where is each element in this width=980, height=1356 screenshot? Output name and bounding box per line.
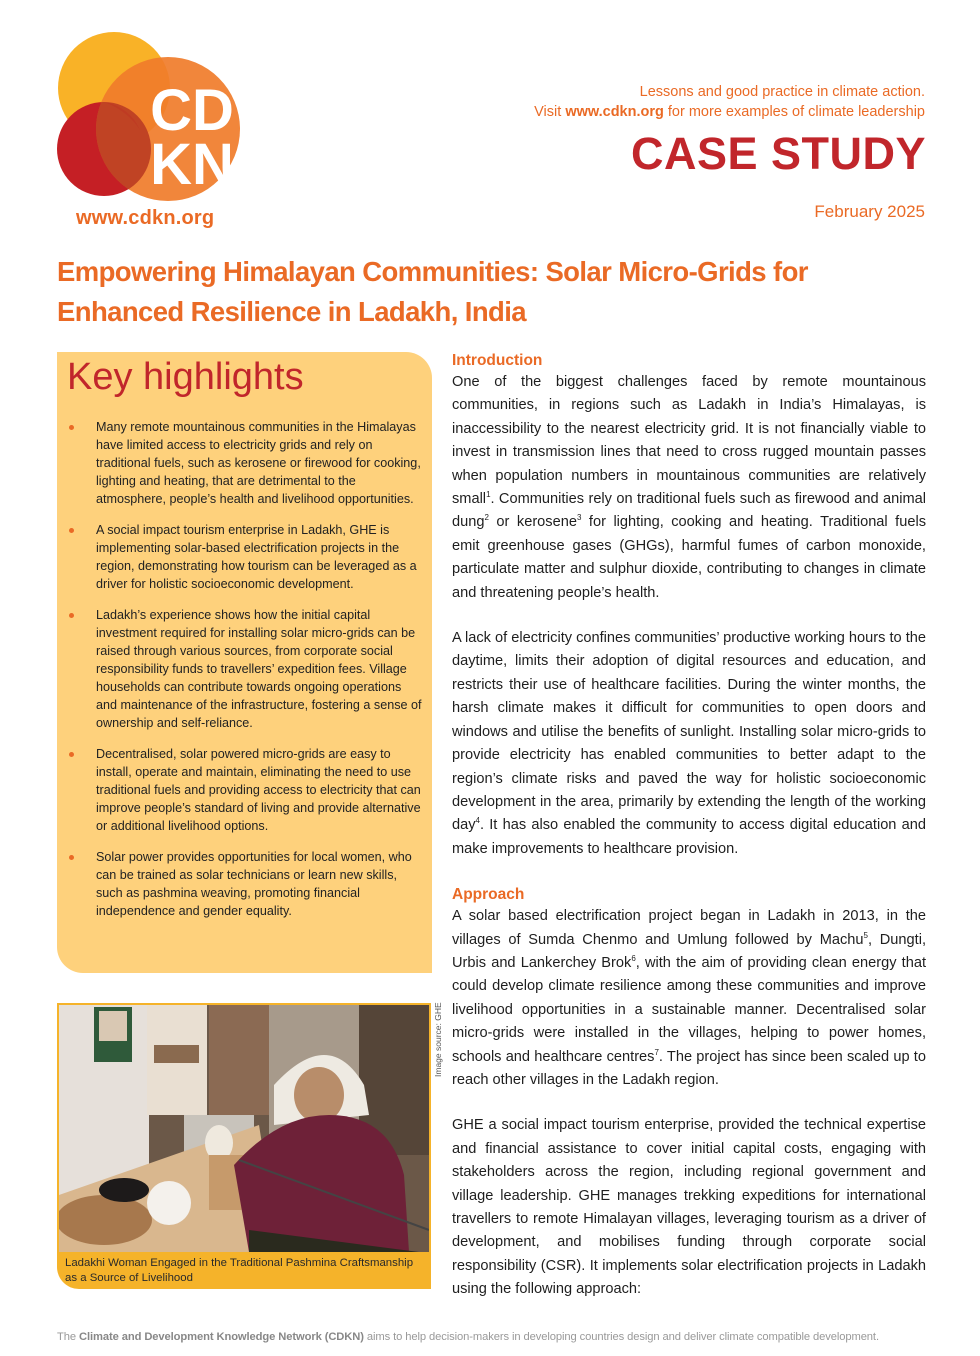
footer-prefix: The — [57, 1331, 79, 1343]
highlight-item — [57, 606, 432, 732]
highlight-text: Ladakh’s experience shows how the initial capital investment required for installing solar micro-grids can be raised through various sources, from corporate social responsibility funds to travellers’ expedition fees. Village households can contribute towards ongoing operations and maintenance of the infrastructure, fostering a sense of ownership and self-reliance. — [96, 608, 422, 730]
approach-paragraph-2: GHE a social impact tourism enterprise, provided the technical expertise and financial assistance to cover initial capital costs, engaging with stakeholders across the region, including regional government and village leadership. GHE manages trekking expeditions for international travellers to remote Himalayan villages, leveraging tourism as a driver of development, and mobilises funding through corporate social responsibility (CSR). It implements solar electrification projects in Ladakh using the following approach: — [452, 1117, 926, 1298]
footer-org: Climate and Development Knowledge Network (CDKN) — [79, 1331, 364, 1343]
highlight-text: Decentralised, solar powered micro-grids are easy to install, operate and maintain, eliminating the need to use traditional fuels and providing access to electricity that can improve people’s standard of living and provide alternative or additional livelihood options. — [96, 747, 421, 833]
photo-figure — [57, 1003, 431, 1289]
tagline-line2 — [534, 102, 925, 122]
tagline-suffix: for more examples of climate leadership — [663, 104, 925, 120]
highlight-text: Many remote mountainous communities in the Himalayas have limited access to electricity grids and rely on traditional fuels, such as kerosene or firewood for cooking, lighting and heating, that are detrimental to the atmosphere, people’s health and livelihood opportunities. — [96, 420, 421, 506]
tagline — [534, 82, 925, 122]
text-run: A solar based electrification project began in Ladakh in 2013, in the villages of Sumda Chenmo and Umlung followed by Machu — [452, 908, 926, 948]
photo-credit-text: Image source: GHE — [433, 1002, 443, 1077]
cdkn-logo — [52, 26, 242, 206]
photo-caption: Ladakhi Woman Engaged in the Traditional Pashmina Craftsmanship as a Source of Livelihood — [65, 1257, 414, 1284]
logo-wordmark-bottom: KN — [150, 132, 234, 197]
photo-illustration — [59, 1005, 429, 1252]
bullet-icon — [69, 425, 74, 430]
highlight-item — [57, 848, 432, 920]
text-run: for lighting, cooking and heating. Traditional fuels emit greenhouse gases (GHGs), harmful fumes of carbon monoxide, particulate matter and sulphur dioxide, contributing to changes in climate and threatening people’s health. — [452, 514, 926, 601]
highlight-text: A social impact tourism enterprise in Ladakh, GHE is implementing solar-based electrification projects in the region, demonstrating how tourism can be leveraged as a driver for holistic socioeconomic development. — [96, 523, 417, 591]
key-highlights-heading: Key highlights — [67, 356, 304, 398]
footer-suffix: aims to help decision-makers in developing countries design and deliver climate compatible development. — [363, 1331, 879, 1343]
photo-credit — [433, 1003, 445, 1083]
text-run: A lack of electricity confines communities’ productive working hours to the daytime, limits their adoption of digital resources and education, and restricts their use of healthcare facilities. During the winter months, the harsh climate makes it difficult for communities to open doors and windows and utilise the benefits of sunlight. Installing solar micro-grids to provide electricity has enabled communities to better adapt to the region’s climate risks and paved the way for holistic socioeconomic development in the area, primarily by extending the length of the working day — [452, 630, 926, 834]
text-run: . Communities rely on traditional fuels such as firewood and animal dung — [452, 491, 926, 531]
key-highlights-box — [57, 352, 432, 973]
document-type: CASE STUDY — [630, 128, 926, 179]
text-run: , Dungti, Urbis and Lankerchey Brok — [452, 931, 926, 971]
logo-wordmark-top: CD — [150, 78, 234, 143]
introduction-paragraph-2 — [452, 627, 926, 861]
introduction-heading: Introduction — [452, 352, 543, 369]
text-run: One of the biggest challenges faced by remote mountainous communities, in regions such as Ladakh in India’s Himalayas, is inaccessibility to the nearest electricity grid. It is not financially viable to invest in transmission lines that need to cross rugged mountain passes when population numbers in mountainous communities are relatively small — [452, 374, 926, 508]
page-title: Empowering Himalayan Communities: Solar Micro-Grids for Enhanced Resilience in Ladakh, India — [57, 256, 808, 327]
introduction-paragraph-1 — [452, 371, 926, 605]
text-run: or kerosene — [488, 514, 577, 531]
tagline-prefix: Visit — [534, 104, 566, 120]
text-run: . The project has since been scaled up to reach other villages in the Ladakh region. — [452, 1048, 926, 1088]
logo-url-link[interactable]: www.cdkn.org — [76, 207, 215, 229]
text-run: . It has also enabled the community to access digital education and make improvements to healthcare provision. — [452, 817, 926, 857]
highlight-item — [57, 521, 432, 593]
footnote-ref[interactable]: 2 — [484, 513, 489, 523]
text-run: , with the aim of providing clean energy that could develop climate resilience among these communities and improve livelihood opportunities in a sustainable manner. Decentralised solar micro-grids were installed in the villages, helping to power homes, schools and healthcare centres — [452, 954, 926, 1065]
main-content — [452, 351, 926, 1324]
publication-date: February 2025 — [814, 202, 925, 221]
footnote-ref[interactable]: 1 — [486, 490, 491, 500]
highlight-item — [57, 418, 432, 508]
bullet-icon — [69, 855, 74, 860]
highlight-text: Solar power provides opportunities for local women, who can be trained as solar technicians or learn new skills, such as pashmina weaving, promoting financial independence and gender equality. — [96, 850, 412, 918]
footnote-ref[interactable]: 5 — [863, 930, 868, 940]
weaving-photo — [59, 1005, 429, 1252]
key-highlights-list — [57, 418, 432, 933]
footnote-ref[interactable]: 6 — [631, 954, 636, 964]
bullet-icon — [69, 528, 74, 533]
bullet-icon — [69, 752, 74, 757]
approach-heading: Approach — [452, 886, 525, 904]
cdkn-logo-graphic — [52, 26, 242, 206]
tagline-link[interactable]: www.cdkn.org — [565, 104, 664, 120]
footnote-ref[interactable]: 4 — [475, 816, 480, 826]
highlight-item — [57, 745, 432, 835]
bullet-icon — [69, 613, 74, 618]
tagline-line1: Lessons and good practice in climate action. — [639, 84, 925, 100]
footnote-ref[interactable]: 3 — [576, 513, 582, 523]
footer — [57, 1331, 879, 1343]
footnote-ref[interactable]: 7 — [654, 1047, 659, 1057]
approach-paragraph-1 — [452, 905, 926, 1092]
